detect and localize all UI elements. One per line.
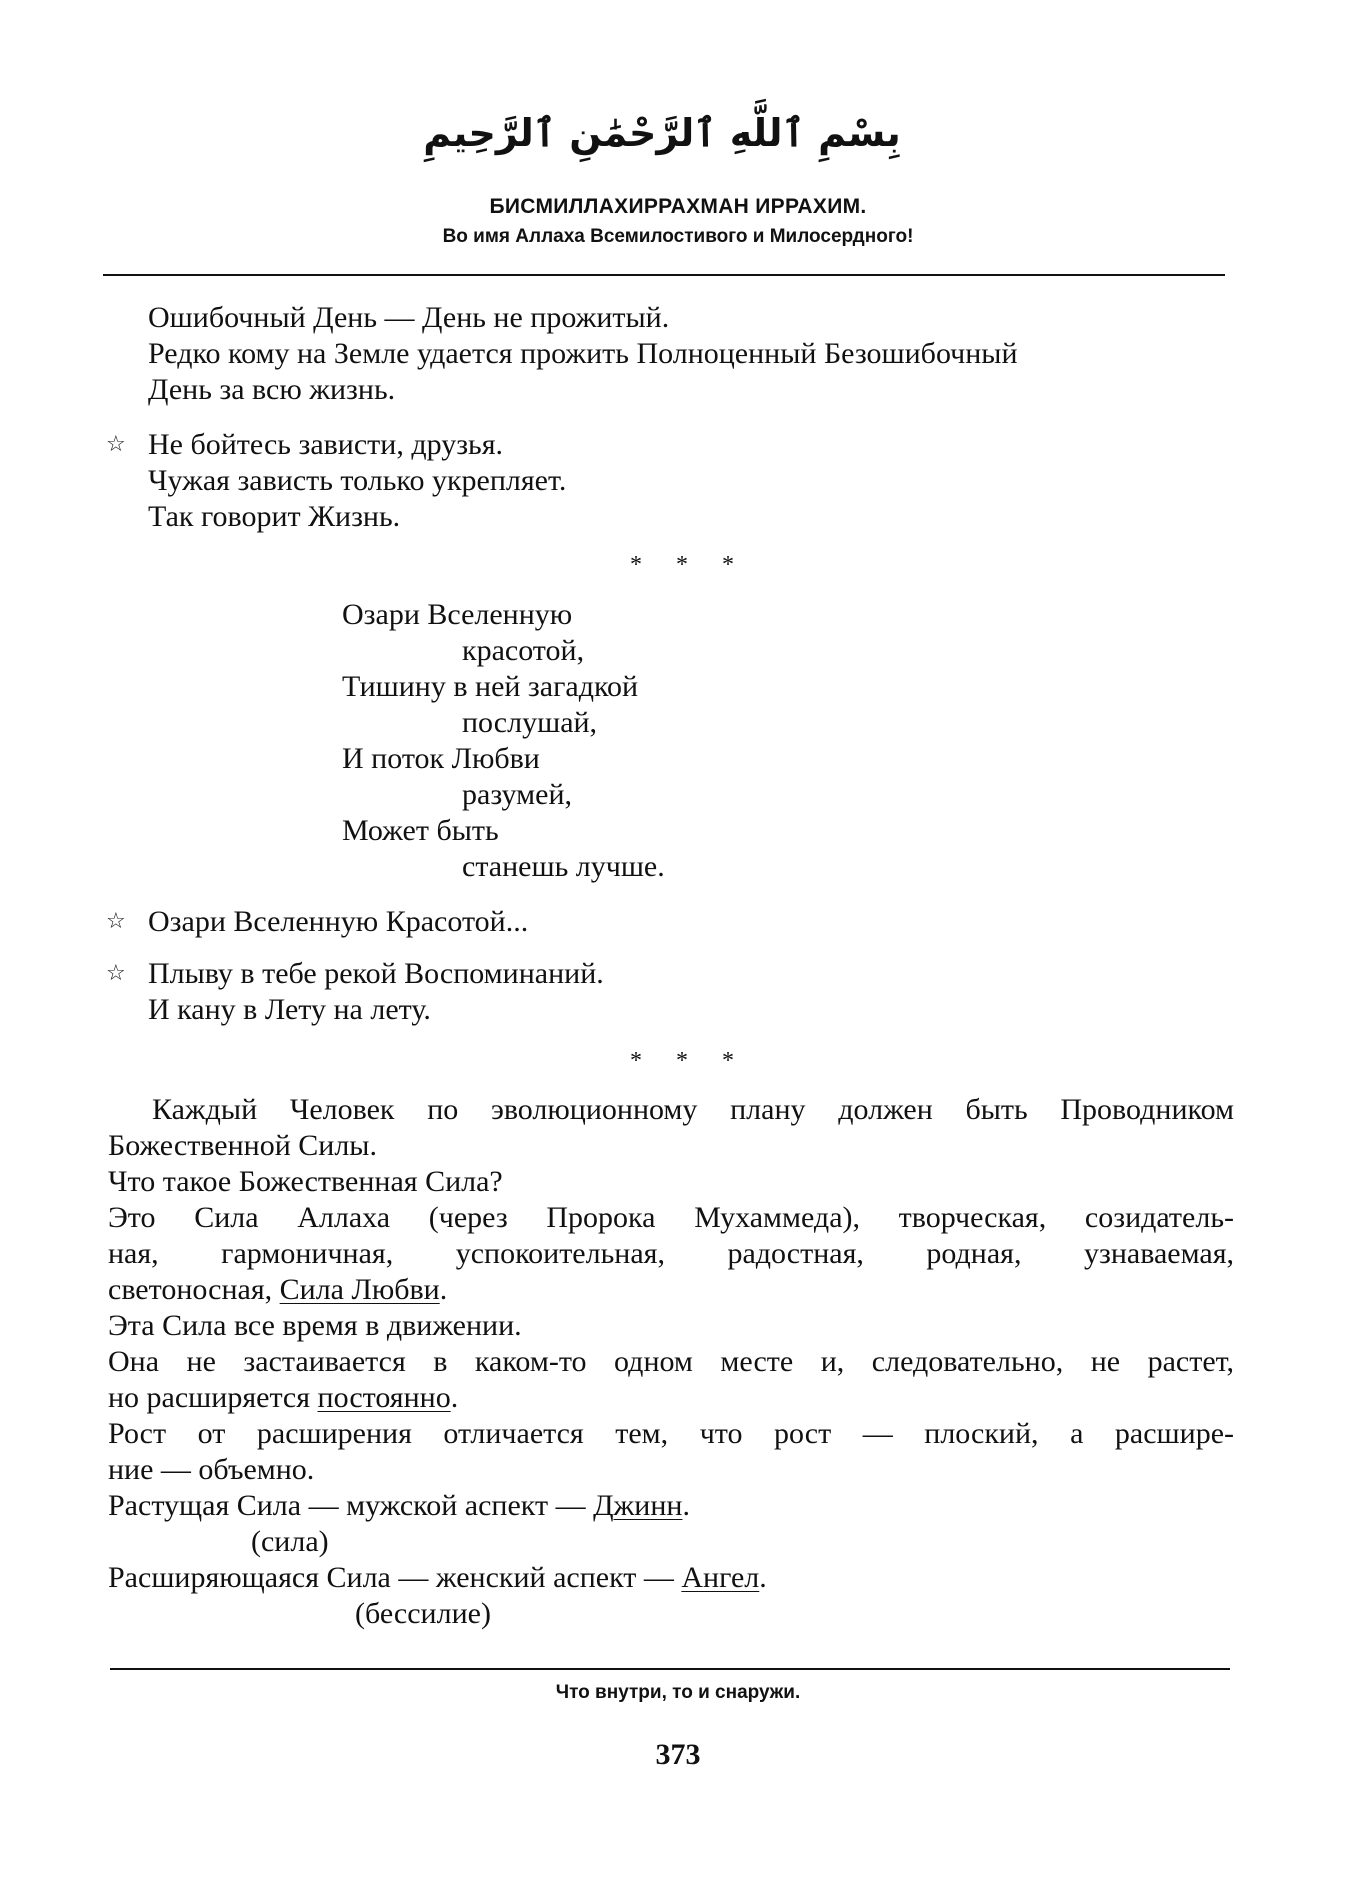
poem-line: разумей, bbox=[462, 778, 572, 811]
text-line: Редко кому на Земле удается прожить Полноценный Безошибочный bbox=[148, 337, 1018, 370]
text-line: Что такое Божественная Сила? bbox=[108, 1165, 503, 1198]
text-line: Она не застаивается в каком-то одном месте и, следовательно, не растет, bbox=[108, 1345, 1234, 1378]
text-line: День за всю жизнь. bbox=[148, 373, 396, 406]
star-outline-icon: ☆ bbox=[106, 909, 126, 934]
text-line: Это Сила Аллаха (через Пророка Мухаммеда), творческая, созидатель- bbox=[108, 1201, 1234, 1234]
header-divider bbox=[103, 274, 1225, 276]
text-line: Так говорит Жизнь. bbox=[148, 500, 401, 533]
aphorism-block-3 bbox=[148, 904, 528, 940]
star-outline-icon: ☆ bbox=[106, 432, 126, 457]
text-segment: . bbox=[439, 1273, 448, 1306]
text-line: Чужая зависть только укрепляет. bbox=[148, 464, 567, 497]
footer-divider bbox=[110, 1668, 1230, 1670]
section-separator: * * * bbox=[630, 1048, 748, 1074]
poem-line: И поток Любви bbox=[342, 742, 540, 775]
text-segment: . bbox=[450, 1381, 459, 1414]
underlined-term: Джинн bbox=[593, 1489, 683, 1522]
section-separator: * * * bbox=[630, 552, 748, 578]
annotation-line: (сила) bbox=[251, 1525, 329, 1558]
poem-line: Тишину в ней загадкой bbox=[342, 670, 639, 703]
underlined-term: Ангел bbox=[681, 1561, 760, 1594]
text-line: Плыву в тебе рекой Воспоминаний. bbox=[148, 957, 604, 990]
text-line bbox=[108, 1272, 1234, 1308]
poem-line: Может быть bbox=[342, 814, 499, 847]
aphorism-block-4 bbox=[148, 956, 604, 1028]
poem-line: Озари Вселенную bbox=[342, 598, 573, 631]
text-segment: Расширяющаяся Сила — женский аспект — bbox=[108, 1561, 682, 1594]
page-number: 373 bbox=[655, 1738, 701, 1771]
text-segment: светоносная, bbox=[108, 1273, 280, 1306]
text-segment: . bbox=[759, 1561, 767, 1594]
basmala-calligraphy-text: بِسْمِ ٱللَّهِ ٱلرَّحْمَٰنِ ٱلرَّحِيمِ bbox=[423, 111, 901, 155]
header-subtitle: Во имя Аллаха Всемилостивого и Милосердного! bbox=[442, 226, 914, 247]
aphorism-block-1 bbox=[148, 300, 1018, 408]
basmala-calligraphy-image bbox=[423, 84, 901, 172]
text-line: Озари Вселенную Красотой... bbox=[148, 905, 529, 938]
text-line: Рост от расширения отличается тем, что рост — плоский, а расшире- bbox=[108, 1417, 1234, 1450]
header-title: БИСМИЛЛАХИРРАХМАН ИРРАХИМ. bbox=[489, 195, 867, 218]
prose-block bbox=[108, 1092, 1234, 1632]
text-line: Эта Сила все время в движении. bbox=[108, 1309, 522, 1342]
aphorism-block-2 bbox=[148, 427, 566, 535]
star-outline-icon: ☆ bbox=[106, 961, 126, 986]
text-line bbox=[108, 1380, 1234, 1416]
text-line bbox=[108, 1560, 1234, 1596]
text-line: И кану в Лету на лету. bbox=[148, 993, 431, 1026]
text-line: ная, гармоничная, успокоительная, радостная, родная, узнаваемая, bbox=[108, 1237, 1234, 1270]
poem-line: красотой, bbox=[462, 634, 585, 667]
annotation-line: (бессилие) bbox=[355, 1597, 491, 1630]
text-line bbox=[108, 1488, 1234, 1524]
text-line: Не бойтесь зависти, друзья. bbox=[148, 428, 504, 461]
text-segment: Растущая Сила — мужской аспект — bbox=[108, 1489, 594, 1522]
text-segment: . bbox=[682, 1489, 690, 1522]
underlined-term: постоянно bbox=[317, 1381, 451, 1414]
text-line: ние — объемно. bbox=[108, 1453, 315, 1486]
poem-block bbox=[342, 597, 665, 885]
text-line: Каждый Человек по эволюционному плану должен быть Проводником bbox=[152, 1093, 1234, 1126]
basmala-calligraphy bbox=[423, 84, 901, 172]
text-line: Божественной Силы. bbox=[108, 1129, 377, 1162]
poem-line: станешь лучше. bbox=[462, 850, 665, 883]
text-segment: но расширяется bbox=[108, 1381, 318, 1414]
poem-line: послушай, bbox=[462, 706, 598, 739]
underlined-term: Сила Любви bbox=[279, 1273, 440, 1306]
footer-motto: Что внутри, то и снаружи. bbox=[555, 1682, 801, 1703]
text-line: Ошибочный День — День не прожитый. bbox=[148, 301, 670, 334]
